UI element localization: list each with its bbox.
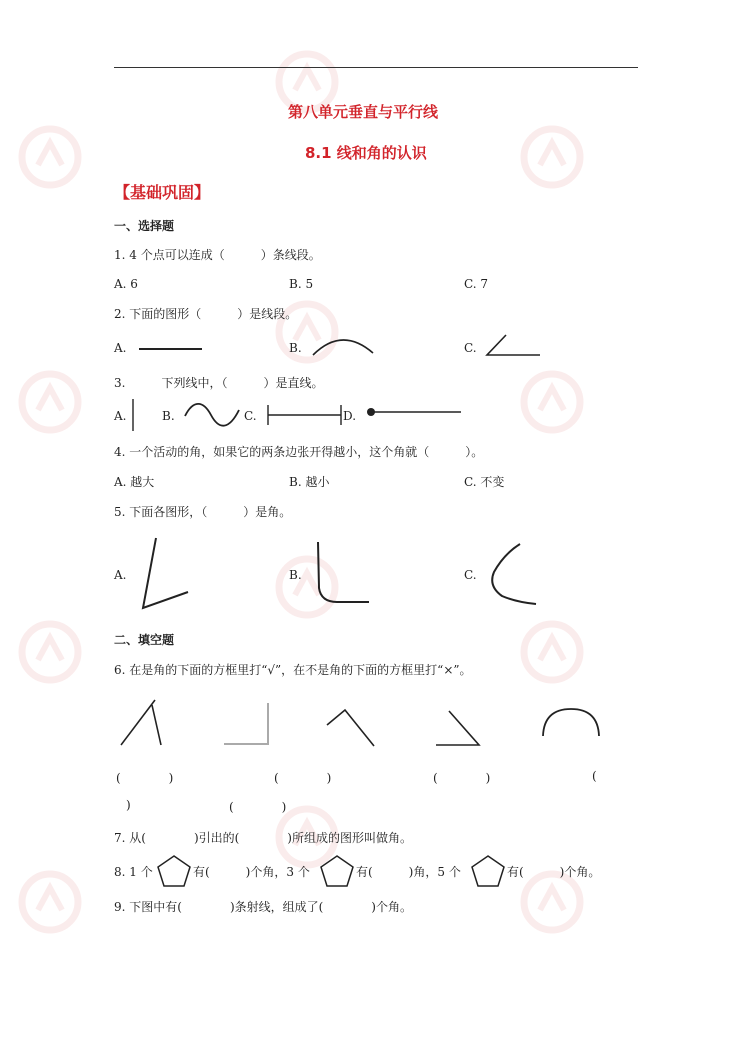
q8-part-2: 有( )个角，3 个 (193, 865, 310, 879)
q6-blank-4-close: ) (126, 798, 131, 812)
q7-text: 7. 从( )引出的( )所组成的图形叫做角。 (114, 831, 412, 845)
q2-figure-a-segment (136, 340, 206, 354)
q3-figure-a-vertical-line (129, 398, 137, 432)
q6-figure-4-angle (433, 709, 483, 749)
section1-heading: 一、选择题 (114, 219, 175, 233)
q6-blank-4-open[interactable]: ( (592, 769, 597, 783)
watermark-logo (520, 620, 584, 684)
q2-option-c: C. (464, 341, 477, 355)
q3-figure-d-ray (364, 404, 464, 420)
q6-stem: 6. 在是角的下面的方框里打“√”，在不是角的下面的方框里打“×”。 (114, 663, 472, 677)
q8-part-3: 有( )角，5 个 (356, 865, 461, 879)
pentagon-icon (156, 854, 192, 888)
q4-option-a: A. 越大 (114, 475, 155, 489)
q6-blank-1[interactable]: ( ) (116, 771, 174, 785)
header-rule (114, 67, 638, 68)
q5-option-a: A. (114, 568, 127, 582)
q9-text: 9. 下图中有( )条射线，组成了( )个角。 (114, 900, 412, 914)
page-title: 第八单元垂直与平行线 (288, 103, 439, 121)
q5-option-b: B. (289, 568, 302, 582)
q5-figure-a-angle (138, 536, 192, 612)
q6-figure-3-angle (323, 707, 377, 749)
pentagon-icon (470, 854, 506, 888)
q3-option-c: C. (244, 409, 257, 423)
watermark-logo (520, 370, 584, 434)
page-subtitle: 8.1 线和角的认识 (305, 144, 427, 162)
watermark-logo (18, 620, 82, 684)
q6-blank-3[interactable]: ( ) (433, 771, 491, 785)
q8-part-1: 8. 1 个 (114, 865, 153, 879)
q1-option-a: A. 6 (114, 277, 138, 291)
watermark-logo (18, 125, 82, 189)
q6-figure-2-right-angle (222, 701, 272, 747)
q6-blank-2[interactable]: ( ) (274, 771, 332, 785)
q5-figure-b-curved-corner (313, 540, 373, 606)
q6-figure-5-arc (540, 706, 602, 740)
q1-option-b: B. 5 (289, 277, 314, 291)
q6-figure-1-crossed-lines (118, 697, 166, 749)
q3-option-b: B. (162, 409, 175, 423)
q2-figure-b-arc (310, 332, 376, 358)
section-tag: 【基础巩固】 (114, 183, 211, 202)
watermark-logo (520, 125, 584, 189)
q3-figure-b-wave (183, 402, 241, 428)
q5-option-c: C. (464, 568, 477, 582)
q5-figure-c-curve (486, 542, 542, 608)
watermark-logo (18, 870, 82, 934)
pentagon-icon (319, 854, 355, 888)
q3-option-a: A. (114, 409, 127, 423)
watermark-logo (18, 370, 82, 434)
q6-blank-5[interactable]: ( ) (229, 800, 287, 814)
q2-stem-text: 2. 下面的图形（ ）是线段。 (114, 307, 298, 321)
q4-stem: 4. 一个活动的角，如果它的两条边张开得越小，这个角就（ ）。 (114, 445, 484, 459)
q8-part-4: 有( )个角。 (507, 865, 601, 879)
q4-option-c: C. 不变 (464, 475, 505, 489)
q4-option-b: B. 越小 (289, 475, 330, 489)
q1-option-c: C. 7 (464, 277, 489, 291)
q2-option-b: B. (289, 341, 302, 355)
q2-figure-c-angle (484, 332, 544, 358)
q5-stem: 5. 下面各图形，（ ）是角。 (114, 505, 292, 519)
section2-heading: 二、填空题 (114, 633, 175, 647)
q1-stem: 1. 4 个点可以连成（ ）条线段。 (114, 248, 321, 262)
q2-option-a: A. (114, 341, 127, 355)
q3-figure-c-segment (263, 403, 345, 427)
q3-stem: 3. 下列线中，（ ）是直线。 (114, 376, 324, 390)
q3-option-d: D. (343, 409, 357, 423)
